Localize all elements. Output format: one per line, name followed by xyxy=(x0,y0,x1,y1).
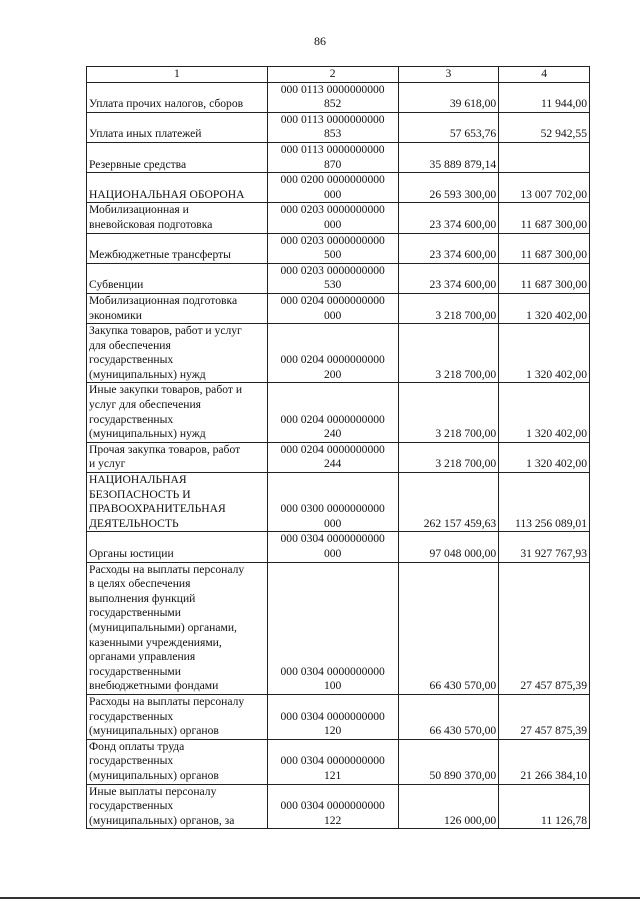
row-name-cell: Уплата иных платежей xyxy=(87,112,268,142)
row-value-col3-cell: 126 000,00 xyxy=(398,784,499,829)
table-row xyxy=(87,694,590,739)
table-row xyxy=(87,442,590,472)
row-code-cell: 000 0200 0000000000 000 xyxy=(267,173,398,203)
row-value-col4-cell: 11 944,00 xyxy=(499,82,590,112)
row-value-col3-cell: 39 618,00 xyxy=(398,82,499,112)
table-row xyxy=(87,324,590,383)
row-name-cell: Иные выплаты персоналу государственных (муниципальных) органов, за xyxy=(87,784,268,829)
row-value-col3-cell: 57 653,76 xyxy=(398,112,499,142)
row-name-cell: Мобилизационная подготовка экономики xyxy=(87,293,268,323)
table-row xyxy=(87,263,590,293)
row-value-col4-cell: 1 320 402,00 xyxy=(499,383,590,442)
row-name-cell: Расходы на выплаты персоналу в целях обеспечения выполнения функций государственными (муниципальными) органами, казенными учреждениями, органами управления государственными внебюджетными фондами xyxy=(87,562,268,694)
row-code-cell: 000 0304 0000000000 100 xyxy=(267,562,398,694)
table-row xyxy=(87,562,590,694)
row-code-cell: 000 0204 0000000000 244 xyxy=(267,442,398,472)
row-value-col3-cell: 66 430 570,00 xyxy=(398,562,499,694)
table-row xyxy=(87,473,590,532)
row-code-cell: 000 0204 0000000000 000 xyxy=(267,293,398,323)
row-value-col3-cell: 3 218 700,00 xyxy=(398,383,499,442)
row-value-col4-cell: 11 687 300,00 xyxy=(499,233,590,263)
row-value-col3-cell: 3 218 700,00 xyxy=(398,293,499,323)
column-header-3: 3 xyxy=(398,67,499,83)
row-code-cell: 000 0304 0000000000 121 xyxy=(267,739,398,784)
table-row xyxy=(87,293,590,323)
row-name-cell: Резервные средства xyxy=(87,142,268,172)
row-value-col4-cell: 11 126,78 xyxy=(499,784,590,829)
row-code-cell: 000 0203 0000000000 000 xyxy=(267,203,398,233)
row-name-cell: Прочая закупка товаров, работ и услуг xyxy=(87,442,268,472)
row-code-cell: 000 0304 0000000000 120 xyxy=(267,694,398,739)
budget-table-body xyxy=(87,67,590,829)
row-value-col4-cell: 21 266 384,10 xyxy=(499,739,590,784)
column-header-1: 1 xyxy=(87,67,268,83)
row-value-col3-cell: 3 218 700,00 xyxy=(398,442,499,472)
row-value-col4-cell: 31 927 767,93 xyxy=(499,532,590,562)
row-code-cell: 000 0304 0000000000 122 xyxy=(267,784,398,829)
row-value-col3-cell: 66 430 570,00 xyxy=(398,694,499,739)
table-row xyxy=(87,784,590,829)
row-code-cell: 000 0113 0000000000 853 xyxy=(267,112,398,142)
table-row xyxy=(87,203,590,233)
row-value-col4-cell: 11 687 300,00 xyxy=(499,263,590,293)
row-value-col3-cell: 26 593 300,00 xyxy=(398,173,499,203)
row-value-col4-cell: 11 687 300,00 xyxy=(499,203,590,233)
row-name-cell: Межбюджетные трансферты xyxy=(87,233,268,263)
row-name-cell: НАЦИОНАЛЬНАЯ ОБОРОНА xyxy=(87,173,268,203)
row-value-col4-cell: 113 256 089,01 xyxy=(499,473,590,532)
row-name-cell: НАЦИОНАЛЬНАЯ БЕЗОПАСНОСТЬ И ПРАВООХРАНИТЕЛЬНАЯ ДЕЯТЕЛЬНОСТЬ xyxy=(87,473,268,532)
row-name-cell: Фонд оплаты труда государственных (муниципальных) органов xyxy=(87,739,268,784)
table-row xyxy=(87,383,590,442)
row-name-cell: Мобилизационная и вневойсковая подготовка xyxy=(87,203,268,233)
table-row xyxy=(87,82,590,112)
row-value-col3-cell: 3 218 700,00 xyxy=(398,324,499,383)
row-code-cell: 000 0203 0000000000 530 xyxy=(267,263,398,293)
row-name-cell: Уплата прочих налогов, сборов xyxy=(87,82,268,112)
budget-table xyxy=(86,66,590,829)
table-header-row xyxy=(87,67,590,83)
table-row xyxy=(87,112,590,142)
row-value-col3-cell: 97 048 000,00 xyxy=(398,532,499,562)
row-value-col4-cell: 27 457 875,39 xyxy=(499,694,590,739)
page-number: 86 xyxy=(314,34,326,48)
row-code-cell: 000 0113 0000000000 870 xyxy=(267,142,398,172)
row-value-col4-cell: 52 942,55 xyxy=(499,112,590,142)
row-value-col4-cell: 1 320 402,00 xyxy=(499,293,590,323)
row-name-cell: Расходы на выплаты персоналу государственных (муниципальных) органов xyxy=(87,694,268,739)
row-code-cell: 000 0203 0000000000 500 xyxy=(267,233,398,263)
row-value-col3-cell: 23 374 600,00 xyxy=(398,233,499,263)
row-value-col3-cell: 35 889 879,14 xyxy=(398,142,499,172)
table-row xyxy=(87,173,590,203)
row-value-col3-cell: 262 157 459,63 xyxy=(398,473,499,532)
row-code-cell: 000 0204 0000000000 200 xyxy=(267,324,398,383)
table-row xyxy=(87,532,590,562)
row-value-col3-cell: 23 374 600,00 xyxy=(398,203,499,233)
column-header-2: 2 xyxy=(267,67,398,83)
row-name-cell: Закупка товаров, работ и услуг для обеспечения государственных (муниципальных) нужд xyxy=(87,324,268,383)
row-value-col4-cell xyxy=(499,142,590,172)
row-value-col4-cell: 27 457 875,39 xyxy=(499,562,590,694)
column-header-4: 4 xyxy=(499,67,590,83)
row-code-cell: 000 0300 0000000000 000 xyxy=(267,473,398,532)
page-bottom-border xyxy=(0,897,640,899)
row-code-cell: 000 0304 0000000000 000 xyxy=(267,532,398,562)
row-value-col4-cell: 1 320 402,00 xyxy=(499,442,590,472)
row-name-cell: Иные закупки товаров, работ и услуг для обеспечения государственных (муниципальных) нужд xyxy=(87,383,268,442)
row-value-col4-cell: 13 007 702,00 xyxy=(499,173,590,203)
table-row xyxy=(87,739,590,784)
table-row xyxy=(87,233,590,263)
row-value-col3-cell: 50 890 370,00 xyxy=(398,739,499,784)
table-row xyxy=(87,142,590,172)
row-value-col4-cell: 1 320 402,00 xyxy=(499,324,590,383)
row-name-cell: Субвенции xyxy=(87,263,268,293)
row-code-cell: 000 0204 0000000000 240 xyxy=(267,383,398,442)
row-code-cell: 000 0113 0000000000 852 xyxy=(267,82,398,112)
row-value-col3-cell: 23 374 600,00 xyxy=(398,263,499,293)
row-name-cell: Органы юстиции xyxy=(87,532,268,562)
